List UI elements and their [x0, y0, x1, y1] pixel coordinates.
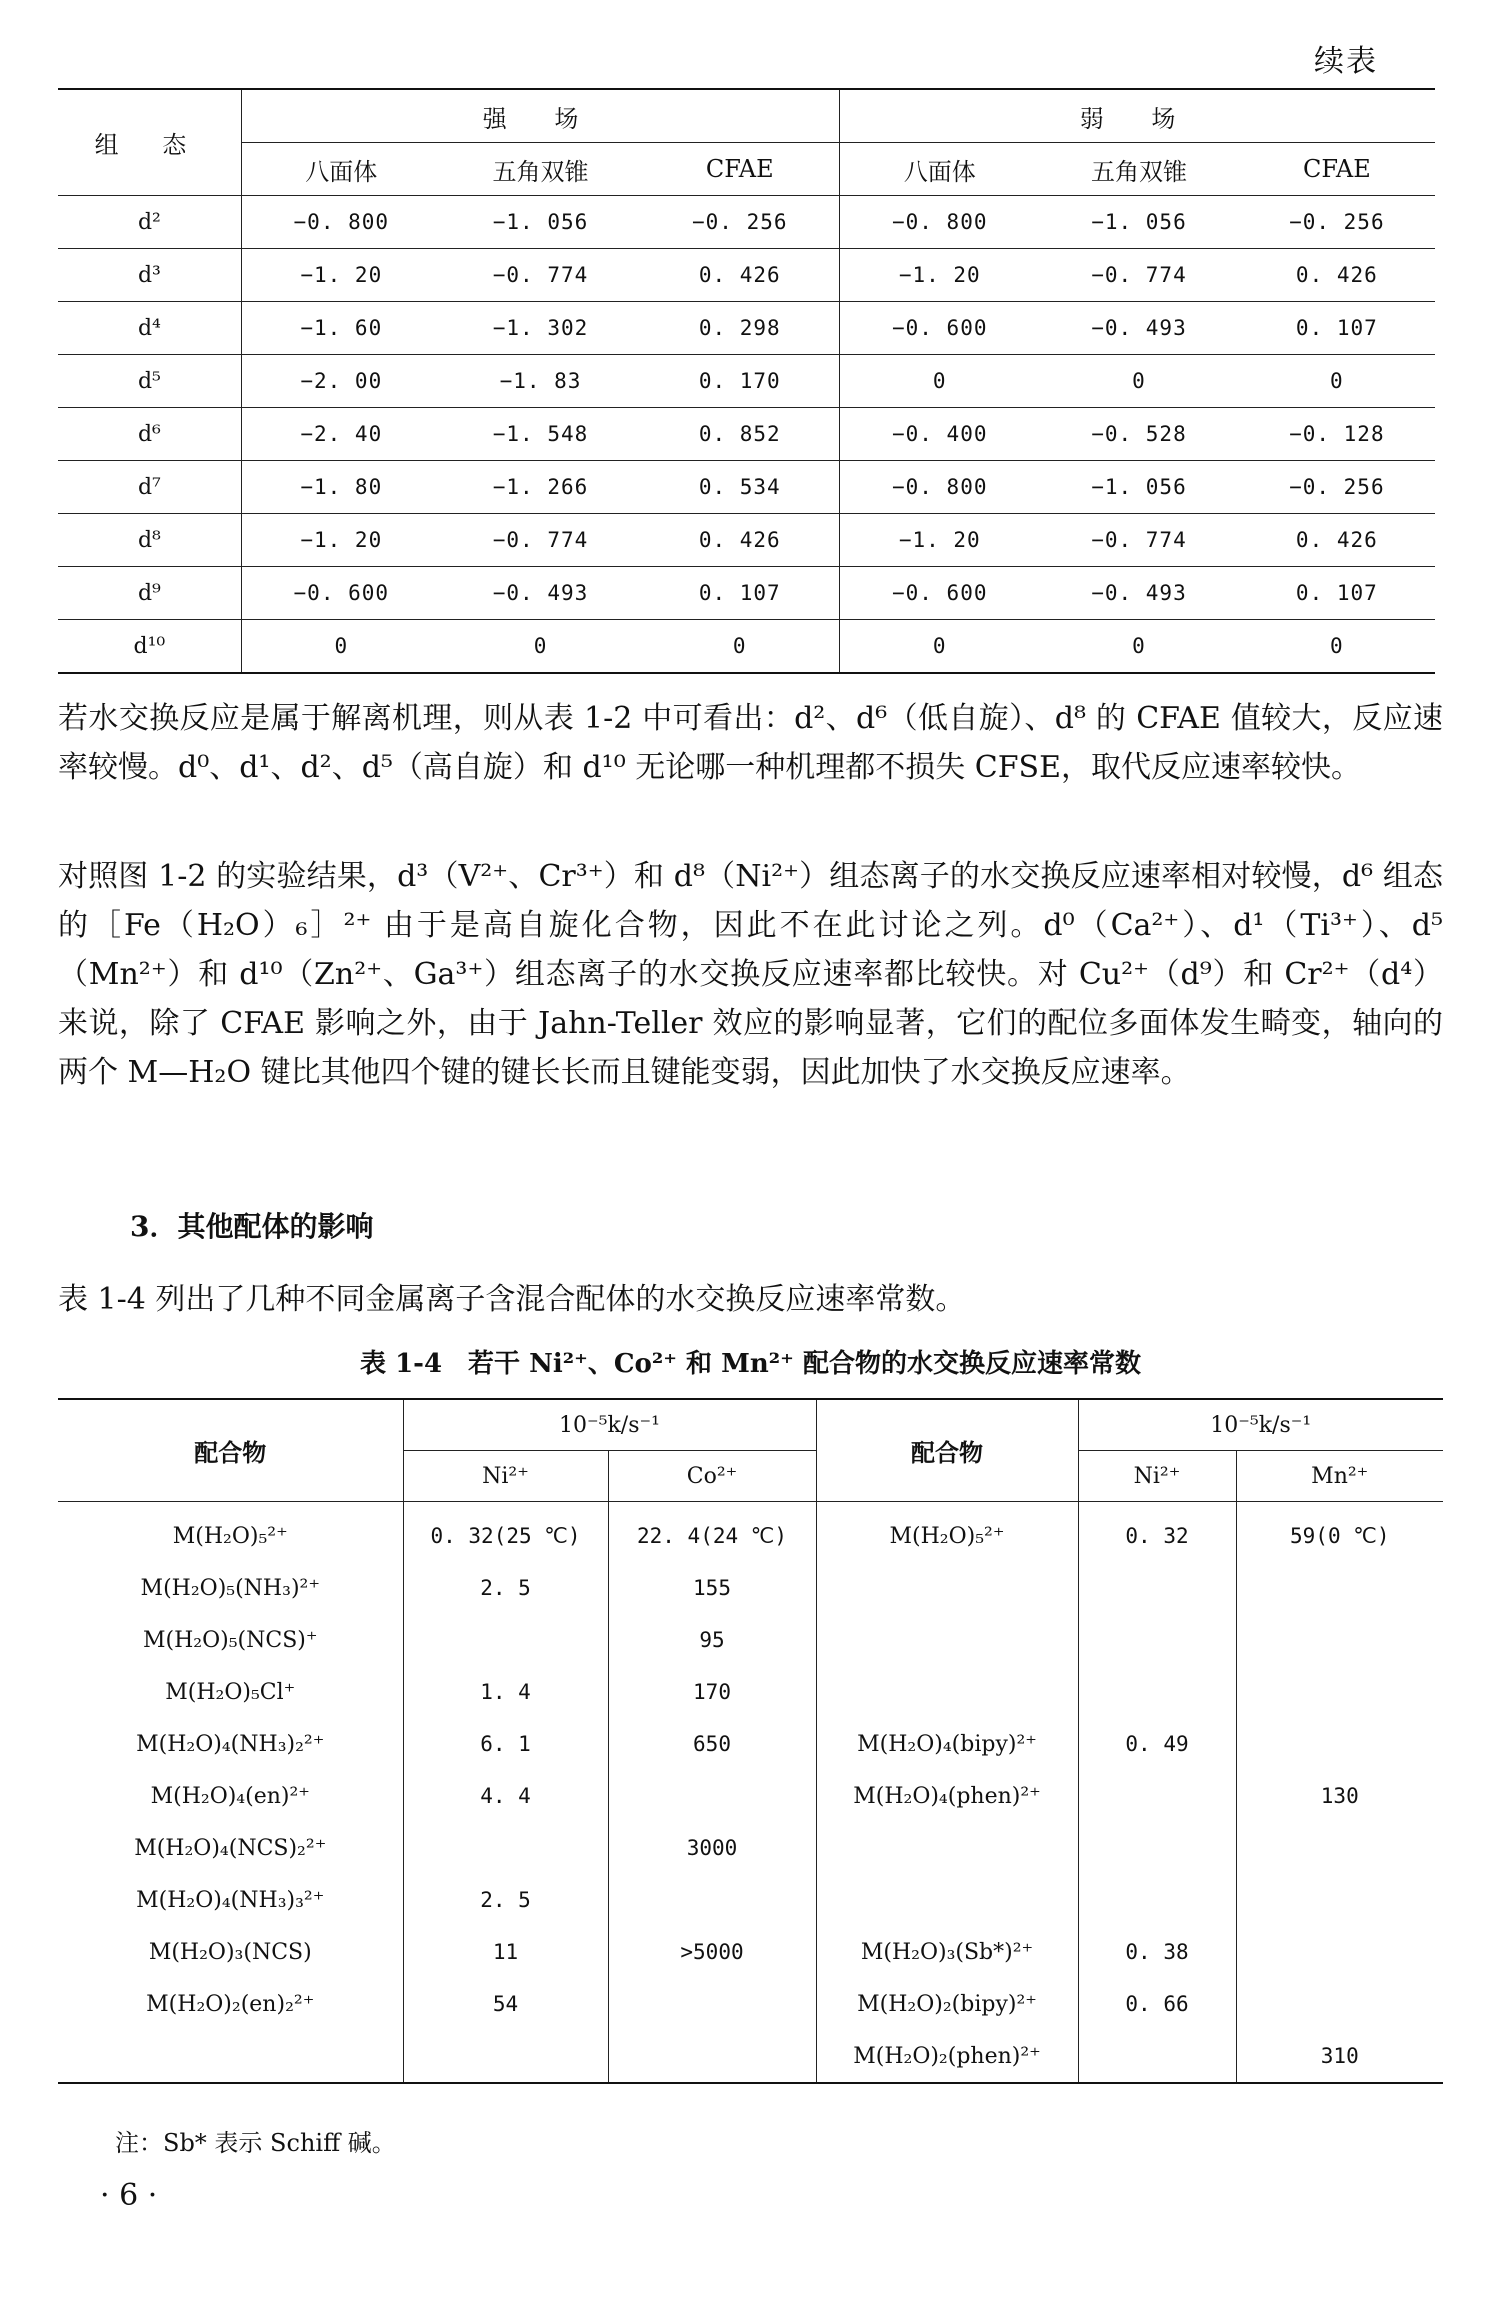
- complex-cell: [816, 1822, 1078, 1874]
- complex-cell: M(H₂O)₄(bipy)²⁺: [816, 1718, 1078, 1770]
- value-cell: 0: [1239, 355, 1435, 408]
- value-cell: −1. 056: [1039, 196, 1238, 249]
- value-cell: 0: [1239, 620, 1435, 674]
- table-row: [58, 1562, 1443, 1614]
- value-cell: −0. 600: [840, 302, 1039, 355]
- value-cell: −1. 056: [1039, 461, 1238, 514]
- table-row: [58, 514, 1435, 567]
- header-rate-constant: 10⁻⁵k/s⁻¹: [1078, 1399, 1443, 1451]
- state-cell: d⁷: [58, 461, 241, 514]
- rate-cell: [1236, 1978, 1443, 2030]
- complex-cell: M(H₂O)₂(bipy)²⁺: [816, 1978, 1078, 2030]
- value-cell: 0. 298: [640, 302, 839, 355]
- value-cell: −2. 40: [241, 408, 440, 461]
- complex-cell: [816, 1874, 1078, 1926]
- complex-cell: [816, 1562, 1078, 1614]
- value-cell: 0: [840, 355, 1039, 408]
- value-cell: −1. 83: [441, 355, 640, 408]
- value-cell: −1. 80: [241, 461, 440, 514]
- value-cell: 0. 170: [640, 355, 839, 408]
- rate-cell: [608, 1874, 816, 1926]
- page-number: · 6 ·: [100, 2178, 158, 2213]
- rate-cell: [1078, 1874, 1236, 1926]
- table-row: [58, 620, 1435, 674]
- rate-cell: [1236, 1874, 1443, 1926]
- table-row: [58, 1502, 1443, 1563]
- value-cell: −1. 20: [241, 249, 440, 302]
- rate-cell: 155: [608, 1562, 816, 1614]
- value-cell: −0. 774: [441, 249, 640, 302]
- value-cell: −0. 800: [241, 196, 440, 249]
- rate-cell: 1. 4: [403, 1666, 608, 1718]
- rate-cell: [1078, 1770, 1236, 1822]
- value-cell: 0: [1039, 355, 1238, 408]
- value-cell: 0: [441, 620, 640, 674]
- table-row: [58, 1614, 1443, 1666]
- header-octahedral: 八面体: [840, 143, 1039, 196]
- state-cell: d⁶: [58, 408, 241, 461]
- value-cell: −1. 20: [840, 249, 1039, 302]
- table-row: [58, 302, 1435, 355]
- value-cell: 0. 426: [1239, 514, 1435, 567]
- value-cell: 0: [241, 620, 440, 674]
- section-heading: 3．其他配体的影响: [130, 1210, 374, 1243]
- value-cell: −0. 493: [441, 567, 640, 620]
- value-cell: −1. 266: [441, 461, 640, 514]
- value-cell: 0. 426: [640, 249, 839, 302]
- complex-cell: M(H₂O)₄(NCS)₂²⁺: [134, 1835, 327, 1861]
- complex-cell: M(H₂O)₄(NH₃)₃²⁺: [136, 1887, 325, 1913]
- value-cell: −0. 256: [1239, 461, 1435, 514]
- value-cell: −0. 774: [1039, 249, 1238, 302]
- rate-cell: [1236, 1926, 1443, 1978]
- rate-cell: [1078, 1666, 1236, 1718]
- value-cell: −0. 774: [1039, 514, 1238, 567]
- value-cell: −1. 548: [441, 408, 640, 461]
- complex-cell: M(H₂O)₃(NCS): [148, 1939, 312, 1965]
- header-mn: Mn²⁺: [1236, 1451, 1443, 1502]
- complex-cell: M(H₂O)₃(Sb*)²⁺: [816, 1926, 1078, 1978]
- header-ni: Ni²⁺: [403, 1451, 608, 1502]
- header-pentagonal-bipyramid: 五角双锥: [1039, 143, 1238, 196]
- rate-cell: [403, 1614, 608, 1666]
- rate-cell: 0. 38: [1078, 1926, 1236, 1978]
- paragraph: 表 1-4 列出了几种不同金属离子含混合配体的水交换反应速率常数。: [58, 1282, 966, 1317]
- state-cell: d⁸: [58, 514, 241, 567]
- value-cell: −0. 600: [840, 567, 1039, 620]
- table-row: [58, 1978, 1443, 2030]
- header-cfae: CFAE: [640, 143, 839, 196]
- complex-cell: M(H₂O)₅(NH₃)²⁺: [140, 1575, 320, 1601]
- complex-cell: M(H₂O)₅²⁺: [816, 1502, 1078, 1563]
- rate-cell: [1078, 2030, 1236, 2083]
- header-ni: Ni²⁺: [1078, 1451, 1236, 1502]
- rate-constant-table: [58, 1398, 1443, 2084]
- state-cell: d¹⁰: [58, 620, 241, 674]
- complex-cell: M(H₂O)₄(en)²⁺: [150, 1783, 310, 1809]
- value-cell: 0. 534: [640, 461, 839, 514]
- header-state: 组 态: [58, 89, 241, 196]
- table-row: [58, 196, 1435, 249]
- value-cell: 0. 107: [640, 567, 839, 620]
- table-row: [58, 1666, 1443, 1718]
- value-cell: −0. 600: [241, 567, 440, 620]
- value-cell: −0. 800: [840, 196, 1039, 249]
- rate-cell: 3000: [608, 1822, 816, 1874]
- rate-cell: [1078, 1562, 1236, 1614]
- complex-cell: M(H₂O)₂(phen)²⁺: [816, 2030, 1078, 2083]
- table-row: [58, 1822, 1443, 1874]
- rate-cell: >5000: [608, 1926, 816, 1978]
- rate-cell: [1078, 1614, 1236, 1666]
- complex-cell: M(H₂O)₂(en)₂²⁺: [146, 1991, 315, 2017]
- header-weak-field: 弱 场: [840, 89, 1435, 143]
- header-cfae: CFAE: [1239, 143, 1435, 196]
- rate-cell: [1236, 1614, 1443, 1666]
- value-cell: −0. 800: [840, 461, 1039, 514]
- rate-cell: 2. 5: [403, 1874, 608, 1926]
- rate-cell: 0. 66: [1078, 1978, 1236, 2030]
- value-cell: −2. 00: [241, 355, 440, 408]
- value-cell: −0. 493: [1039, 302, 1238, 355]
- table-row: [58, 461, 1435, 514]
- rate-cell: 0. 32: [1078, 1502, 1236, 1563]
- complex-cell: [58, 2030, 403, 2083]
- value-cell: −1. 056: [441, 196, 640, 249]
- rate-cell: 54: [403, 1978, 608, 2030]
- rate-cell: 0. 32(25 ℃): [403, 1502, 608, 1563]
- table-row: [58, 355, 1435, 408]
- paragraph: 若水交换反应是属于解离机理，则从表 1-2 中可看出：d²、d⁶（低自旋）、d⁸ 的 CFAE 值较大，反应速率较慢。d⁰、d¹、d²、d⁵（高自旋）和 d¹⁰ 无论哪一种机理都不损失 CFSE，取代反应速率较快。: [58, 701, 1443, 785]
- header-complex: 配合物: [816, 1399, 1078, 1502]
- rate-cell: [1236, 1666, 1443, 1718]
- rate-cell: [608, 1770, 816, 1822]
- rate-cell: 170: [608, 1666, 816, 1718]
- complex-cell: M(H₂O)₄(phen)²⁺: [816, 1770, 1078, 1822]
- value-cell: 0. 107: [1239, 302, 1435, 355]
- rate-cell: 130: [1236, 1770, 1443, 1822]
- state-cell: d⁵: [58, 355, 241, 408]
- rate-cell: 4. 4: [403, 1770, 608, 1822]
- complex-cell: M(H₂O)₅(NCS)⁺: [143, 1627, 318, 1653]
- value-cell: 0. 852: [640, 408, 839, 461]
- state-cell: d³: [58, 249, 241, 302]
- rate-cell: 650: [608, 1718, 816, 1770]
- value-cell: 0: [640, 620, 839, 674]
- state-cell: d²: [58, 196, 241, 249]
- value-cell: −1. 20: [840, 514, 1039, 567]
- table-row: [58, 408, 1435, 461]
- rate-cell: [1078, 1822, 1236, 1874]
- table-row: [58, 249, 1435, 302]
- value-cell: 0: [840, 620, 1039, 674]
- table-row: [58, 1718, 1443, 1770]
- rate-cell: [1236, 1718, 1443, 1770]
- continued-label: 续表: [1314, 44, 1378, 79]
- value-cell: 0. 107: [1239, 567, 1435, 620]
- rate-cell: 11: [403, 1926, 608, 1978]
- complex-cell: M(H₂O)₅Cl⁺: [165, 1679, 296, 1705]
- rate-cell: 6. 1: [403, 1718, 608, 1770]
- table-row: [58, 1926, 1443, 1978]
- table-row: [58, 1770, 1443, 1822]
- rate-cell: 95: [608, 1614, 816, 1666]
- value-cell: −0. 528: [1039, 408, 1238, 461]
- value-cell: −1. 20: [241, 514, 440, 567]
- complex-cell: [816, 1666, 1078, 1718]
- rate-cell: [403, 2030, 608, 2083]
- header-pentagonal-bipyramid: 五角双锥: [441, 143, 640, 196]
- value-cell: −1. 302: [441, 302, 640, 355]
- rate-cell: 59(0 ℃): [1236, 1502, 1443, 1563]
- header-rate-constant: 10⁻⁵k/s⁻¹: [403, 1399, 816, 1451]
- rate-cell: 2. 5: [403, 1562, 608, 1614]
- header-strong-field: 强 场: [241, 89, 839, 143]
- rate-cell: [608, 1978, 816, 2030]
- value-cell: −0. 128: [1239, 408, 1435, 461]
- value-cell: 0. 426: [640, 514, 839, 567]
- state-cell: d⁴: [58, 302, 241, 355]
- complex-cell: M(H₂O)₅²⁺: [172, 1523, 288, 1549]
- header-octahedral: 八面体: [241, 143, 440, 196]
- value-cell: −0. 774: [441, 514, 640, 567]
- table-note: 注：Sb* 表示 Schiff 碱。: [115, 2129, 396, 2157]
- table-row: [58, 567, 1435, 620]
- rate-cell: 22. 4(24 ℃): [608, 1502, 816, 1563]
- state-cell: d⁹: [58, 567, 241, 620]
- rate-cell: 0. 49: [1078, 1718, 1236, 1770]
- complex-cell: [816, 1614, 1078, 1666]
- rate-cell: [1236, 1822, 1443, 1874]
- table-caption: 表 1-4 若干 Ni²⁺、Co²⁺ 和 Mn²⁺ 配合物的水交换反应速率常数: [360, 1349, 1141, 1379]
- rate-cell: 310: [1236, 2030, 1443, 2083]
- paragraph: 对照图 1-2 的实验结果，d³（V²⁺、Cr³⁺）和 d⁸（Ni²⁺）组态离子的水交换反应速率相对较慢，d⁶ 组态的［Fe（H₂O）₆］²⁺ 由于是高自旋化合物，因此不在此讨论之列。d⁰（Ca²⁺）、d¹（Ti³⁺）、d⁵（Mn²⁺）和 d¹⁰（Zn²⁺、Ga³⁺）组态离子的水交换反应速率都比较快。对 Cu²⁺（d⁹）和 Cr²⁺（d⁴）来说，除了 CFAE 影响之外，由于 Jahn-Teller 效应的影响显著，它们的配位多面体发生畸变，轴向的两个 M—H₂O 键比其他四个键的键长长而且键能变弱，因此加快了水交换反应速率。: [58, 859, 1443, 1090]
- header-complex: 配合物: [58, 1399, 403, 1502]
- rate-cell: [608, 2030, 816, 2083]
- value-cell: 0. 426: [1239, 249, 1435, 302]
- rate-cell: [403, 1822, 608, 1874]
- value-cell: −0. 256: [1239, 196, 1435, 249]
- value-cell: −0. 400: [840, 408, 1039, 461]
- value-cell: 0: [1039, 620, 1238, 674]
- table-row: [58, 2030, 1443, 2083]
- header-co: Co²⁺: [608, 1451, 816, 1502]
- value-cell: −0. 493: [1039, 567, 1238, 620]
- table-row: [58, 1874, 1443, 1926]
- complex-cell: M(H₂O)₄(NH₃)₂²⁺: [136, 1731, 325, 1757]
- value-cell: −1. 60: [241, 302, 440, 355]
- rate-cell: [1236, 1562, 1443, 1614]
- value-cell: −0. 256: [640, 196, 839, 249]
- cfae-table: [58, 88, 1435, 674]
